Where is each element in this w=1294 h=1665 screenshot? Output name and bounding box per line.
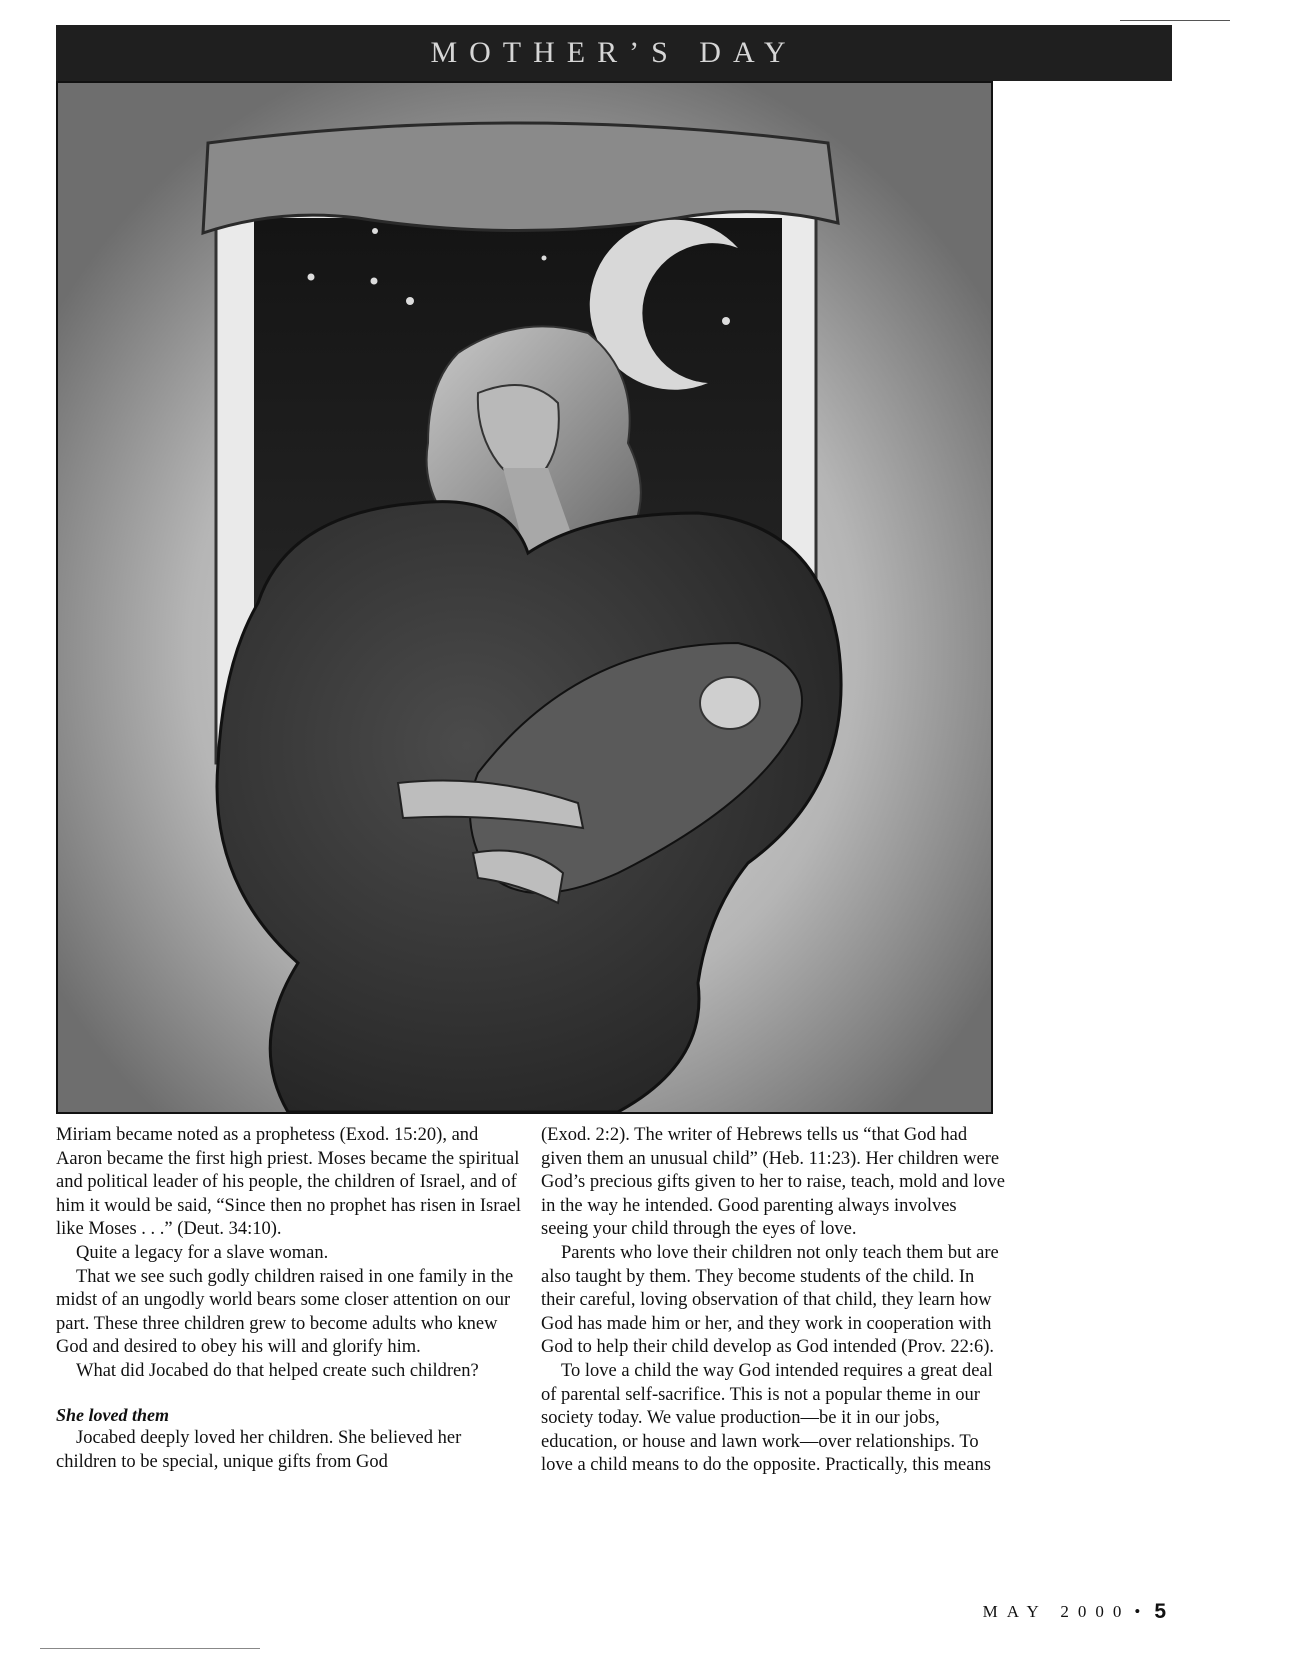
paragraph: Jocabed deeply loved her children. She believed her children to be special, unique gifts from God bbox=[56, 1428, 462, 1472]
top-right-rule bbox=[1120, 20, 1230, 21]
mother-holding-baby-illustration bbox=[56, 81, 993, 1114]
paragraph: Miriam became noted as a prophetess (Exod. 15:20), and Aaron became the first high priest. Moses became the spiritual and political leader of his people, the children of Israel, and of him it would be said, “Since then no prophet has risen in Israel like Moses . . .” (Deut. 34:10). bbox=[56, 1125, 521, 1240]
baby-face bbox=[700, 677, 760, 729]
footer-bullet: • bbox=[1134, 1602, 1141, 1621]
star bbox=[722, 317, 730, 325]
paragraph: To love a child the way God intended requires a great deal of parental self-sacrifice. This is not a popular theme in our society today. We value production—be it in our jobs, education, or house and lawn work—over relationships. To love a child means to do the opposite. Practically, this means bbox=[541, 1360, 993, 1476]
star bbox=[542, 256, 547, 261]
paragraph: (Exod. 2:2). The writer of Hebrews tells us “that God had given them an unusual child” (Heb. 11:23). Her children were God’s precious gifts given to her to raise, teach, mold and love in the way he intended. Good parenting always involves seeing your child through the eyes of love. bbox=[541, 1125, 1005, 1240]
paragraph: Quite a legacy for a slave woman. bbox=[76, 1242, 329, 1263]
page-footer bbox=[983, 1600, 1166, 1624]
section-banner bbox=[56, 25, 1172, 81]
paragraph: Parents who love their children not only teach them but are also taught by them. They become students of the child. In their careful, loving observation of that child, they learn how God has made him or her, and they work in cooperation with God to help their child develop as God intended (Prov. 22:6). bbox=[541, 1242, 999, 1358]
section-title: MOTHER’S DAY bbox=[430, 36, 798, 69]
paragraph: What did Jocabed do that helped create such children? bbox=[76, 1360, 479, 1381]
star bbox=[371, 278, 378, 285]
page-number: 5 bbox=[1154, 1600, 1166, 1623]
paragraph: That we see such godly children raised in one family in the midst of an ungodly world bears some closer attention on our part. These three children grew to become adults who knew God and desired to obey his will and glorify him. bbox=[56, 1266, 514, 1358]
star bbox=[372, 228, 378, 234]
star bbox=[406, 297, 414, 305]
left-text-column bbox=[56, 1124, 521, 1474]
bottom-left-rule bbox=[40, 1648, 260, 1649]
right-text-column bbox=[541, 1124, 1006, 1478]
section-subhead: She loved them bbox=[56, 1404, 169, 1425]
footer-date: MAY 2000 bbox=[982, 1602, 1131, 1621]
star bbox=[308, 274, 315, 281]
